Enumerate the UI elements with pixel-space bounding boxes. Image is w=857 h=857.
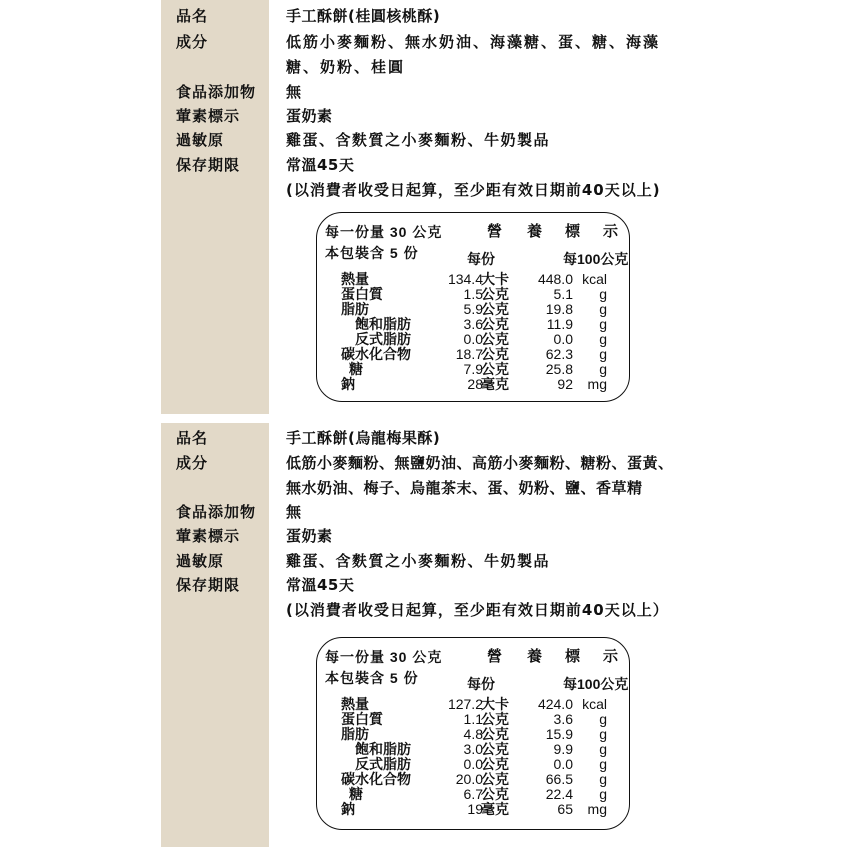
nutrient-row: 飽和脂肪 3.0 公克 9.9 g <box>355 741 607 757</box>
nutrient-row: 脂肪 5.9 公克 19.8 g <box>341 301 607 317</box>
additives-value: 無 <box>286 503 302 521</box>
row-vegetarian <box>0 104 857 128</box>
allergens-value: 雞蛋、含麩質之小麥麵粉、牛奶製品 <box>286 131 551 149</box>
servings-per-package: 本包裝含 5 份 <box>325 670 419 686</box>
row-additives <box>0 80 857 104</box>
row-name <box>0 4 857 28</box>
row-shelf-life-note <box>0 598 857 622</box>
label-ingredients: 成分 <box>176 454 209 472</box>
row-shelf-life <box>0 573 857 597</box>
serving-size: 每一份量 30 公克 <box>325 649 443 665</box>
nutrient-row: 熱量 127.2 大卡 424.0 kcal <box>341 696 607 712</box>
shelf-life-value: 常溫45天 <box>286 156 355 174</box>
vegetarian-value: 蛋奶素 <box>286 527 333 545</box>
label-name: 品名 <box>176 7 209 25</box>
nutrient-row: 碳水化合物 18.7 公克 62.3 g <box>341 346 607 362</box>
row-shelf-life-note <box>0 178 857 202</box>
product-name: 手工酥餅(桂圓核桃酥) <box>286 7 441 25</box>
label-additives: 食品添加物 <box>176 83 257 101</box>
shelf-life-note: (以消費者收受日起算，至少距有效日期前40天以上） <box>286 601 669 619</box>
nutrient-row: 反式脂肪 0.0 公克 0.0 g <box>355 756 607 772</box>
row-shelf-life <box>0 153 857 177</box>
label-ingredients: 成分 <box>176 33 209 51</box>
label-vegetarian: 葷素標示 <box>176 107 241 125</box>
ingredients-line-1: 低筋小麥麵粉、無鹽奶油、高筋小麥麵粉、糖粉、蛋黃、 <box>286 454 674 472</box>
column-per-100g: 每100公克 <box>563 251 629 267</box>
additives-value: 無 <box>286 83 302 101</box>
nutrient-row: 蛋白質 1.1 公克 3.6 g <box>341 711 607 727</box>
allergens-value: 雞蛋、含麩質之小麥麵粉、牛奶製品 <box>286 552 551 570</box>
nutrient-row: 反式脂肪 0.0 公克 0.0 g <box>355 331 607 347</box>
shelf-life-note: (以消費者收受日起算，至少距有效日期前40天以上) <box>286 181 661 199</box>
label-shelf-life: 保存期限 <box>176 156 241 174</box>
label-allergens: 過敏原 <box>176 131 225 149</box>
nutrient-row: 糖 6.7 公克 22.4 g <box>349 786 607 802</box>
nutrient-row: 熱量 134.4 大卡 448.0 kcal <box>341 271 607 287</box>
row-ingredients <box>0 30 857 54</box>
row-ingredients-cont <box>0 55 857 79</box>
nutrient-row: 糖 7.9 公克 25.8 g <box>349 361 607 377</box>
nutrient-row: 鈉 28 毫克 92 mg <box>341 376 607 392</box>
ingredients-line-1: 低筋小麥麵粉、無水奶油、海藻糖、蛋、糖、海藻 <box>286 33 661 51</box>
nutrient-row: 蛋白質 1.5 公克 5.1 g <box>341 286 607 302</box>
column-per-serving: 每份 <box>467 676 495 692</box>
nutrient-row: 碳水化合物 20.0 公克 66.5 g <box>341 771 607 787</box>
serving-size: 每一份量 30 公克 <box>325 224 443 240</box>
nutrition-facts-box-2: 每一份量 30 公克 本包裝含 5 份 營 養 標 示 每份 每100公克 熱量 127.2 大卡 424.0 kcal 蛋白質 1.1 公克 3.6 g 脂肪 4.8 公克 15.9 g 飽和脂肪 3.0 公克 9.9 g 反式脂肪 0.0 公克 0.0 g 碳水化合物 20.0 公克 66.5 g 糖 6.7 公克 22.4 g 鈉 19 毫克 65 mg <box>316 637 630 830</box>
column-per-100g: 每100公克 <box>563 676 629 692</box>
vegetarian-value: 蛋奶素 <box>286 107 333 125</box>
label-name: 品名 <box>176 429 209 447</box>
label-allergens: 過敏原 <box>176 552 225 570</box>
label-vegetarian: 葷素標示 <box>176 527 241 545</box>
shelf-life-value: 常溫45天 <box>286 576 355 594</box>
ingredients-line-2: 無水奶油、梅子、烏龍茶末、蛋、奶粉、鹽、香草精 <box>286 479 643 497</box>
nutrient-row: 飽和脂肪 3.6 公克 11.9 g <box>355 316 607 332</box>
label-additives: 食品添加物 <box>176 503 257 521</box>
row-additives <box>0 500 857 524</box>
nutrient-row: 脂肪 4.8 公克 15.9 g <box>341 726 607 742</box>
row-vegetarian <box>0 524 857 548</box>
row-name <box>0 426 857 450</box>
row-allergens <box>0 549 857 573</box>
row-ingredients-cont <box>0 476 857 500</box>
product-name: 手工酥餅(烏龍梅果酥) <box>286 429 441 447</box>
nutrient-row: 鈉 19 毫克 65 mg <box>341 801 607 817</box>
label-shelf-life: 保存期限 <box>176 576 241 594</box>
ingredients-line-2: 糖、奶粉、桂圓 <box>286 58 406 76</box>
nutrition-facts-box-1: 每一份量 30 公克 本包裝含 5 份 營 養 標 示 每份 每100公克 熱量 134.4 大卡 448.0 kcal 蛋白質 1.5 公克 5.1 g 脂肪 5.9 公克 19.8 g 飽和脂肪 3.6 公克 11.9 g 反式脂肪 0.0 公克 0.0 g 碳水化合物 18.7 公克 62.3 g 糖 7.9 公克 25.8 g 鈉 28 毫克 92 mg <box>316 212 630 402</box>
row-allergens <box>0 128 857 152</box>
servings-per-package: 本包裝含 5 份 <box>325 245 419 261</box>
row-ingredients <box>0 451 857 475</box>
column-per-serving: 每份 <box>467 251 495 267</box>
